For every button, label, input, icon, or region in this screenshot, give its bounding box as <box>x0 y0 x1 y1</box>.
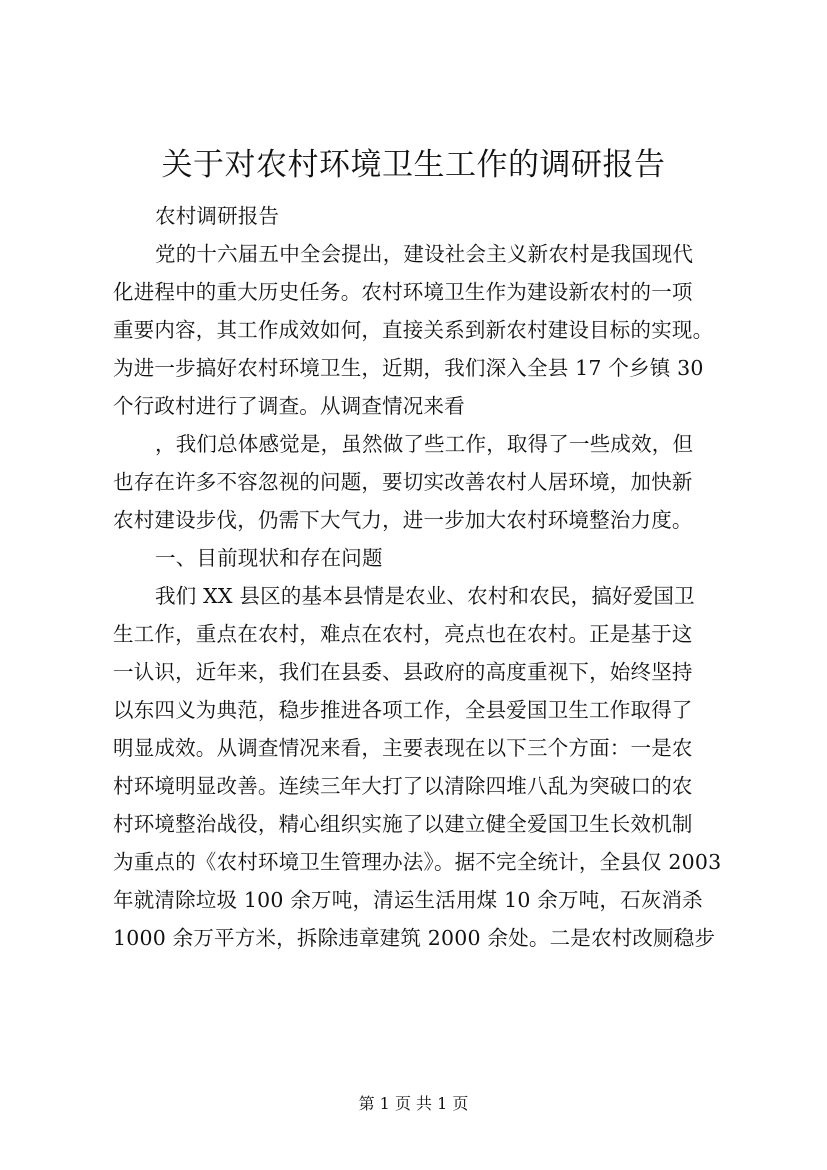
body-line: 党的十六届五中全会提出，建设社会主义新农村是我国现代 <box>155 242 694 266</box>
body-line: 明显成效。从调查情况来看，主要表现在以下三个方面：一是农 <box>113 736 693 760</box>
body-line: 年就清除垃圾 100 余万吨，清运生活用煤 10 余万吨，石灰消杀 <box>113 888 703 912</box>
body-line: 农村建设步伐，仍需下大气力，进一步加大农村环境整治力度。 <box>113 508 693 532</box>
body-line: 我们 XX 县区的基本县情是农业、农村和农民，搞好爱国卫 <box>155 584 695 608</box>
document-title: 关于对农村环境卫生工作的调研报告 <box>161 147 666 183</box>
subtitle-line: 农村调研报告 <box>155 204 280 228</box>
body-line: 为重点的《农村环境卫生管理办法》。据不完全统计，全县仅 2003 <box>113 850 722 874</box>
body-line: 一认识，近年来，我们在县委、县政府的高度重视下，始终坚持 <box>113 660 693 684</box>
body-line: 以东四义为典范，稳步推进各项工作，全县爱国卫生工作取得了 <box>113 698 693 722</box>
body-line: 化进程中的重大历史任务。农村环境卫生作为建设新农村的一项 <box>113 280 693 304</box>
body-line: 村环境明显改善。连续三年大打了以清除四堆八乱为突破口的农 <box>113 774 693 798</box>
body-line: 生工作，重点在农村，难点在农村，亮点也在农村。正是基于这 <box>113 622 693 646</box>
body-line: 重要内容，其工作成效如何，直接关系到新农村建设目标的实现。 <box>113 318 714 342</box>
body-line: 村环境整治战役，精心组织实施了以建立健全爱国卫生长效机制 <box>113 812 693 836</box>
page-footer: 第 1 页 共 1 页 <box>358 1094 469 1113</box>
body-line: 为进一步搞好农村环境卫生，近期，我们深入全县 17 个乡镇 30 <box>113 356 704 380</box>
body-line: ，我们总体感觉是，虽然做了些工作，取得了一些成效，但 <box>155 432 694 456</box>
section-heading: 一、目前现状和存在问题 <box>155 546 383 570</box>
body-line: 1000 余万平方米，拆除违章建筑 2000 余处。二是农村改厕稳步 <box>113 926 716 950</box>
body-line: 个行政村进行了调查。从调查情况来看 <box>113 394 465 418</box>
body-line: 也存在许多不容忽视的问题，要切实改善农村人居环境，加快新 <box>113 470 693 494</box>
